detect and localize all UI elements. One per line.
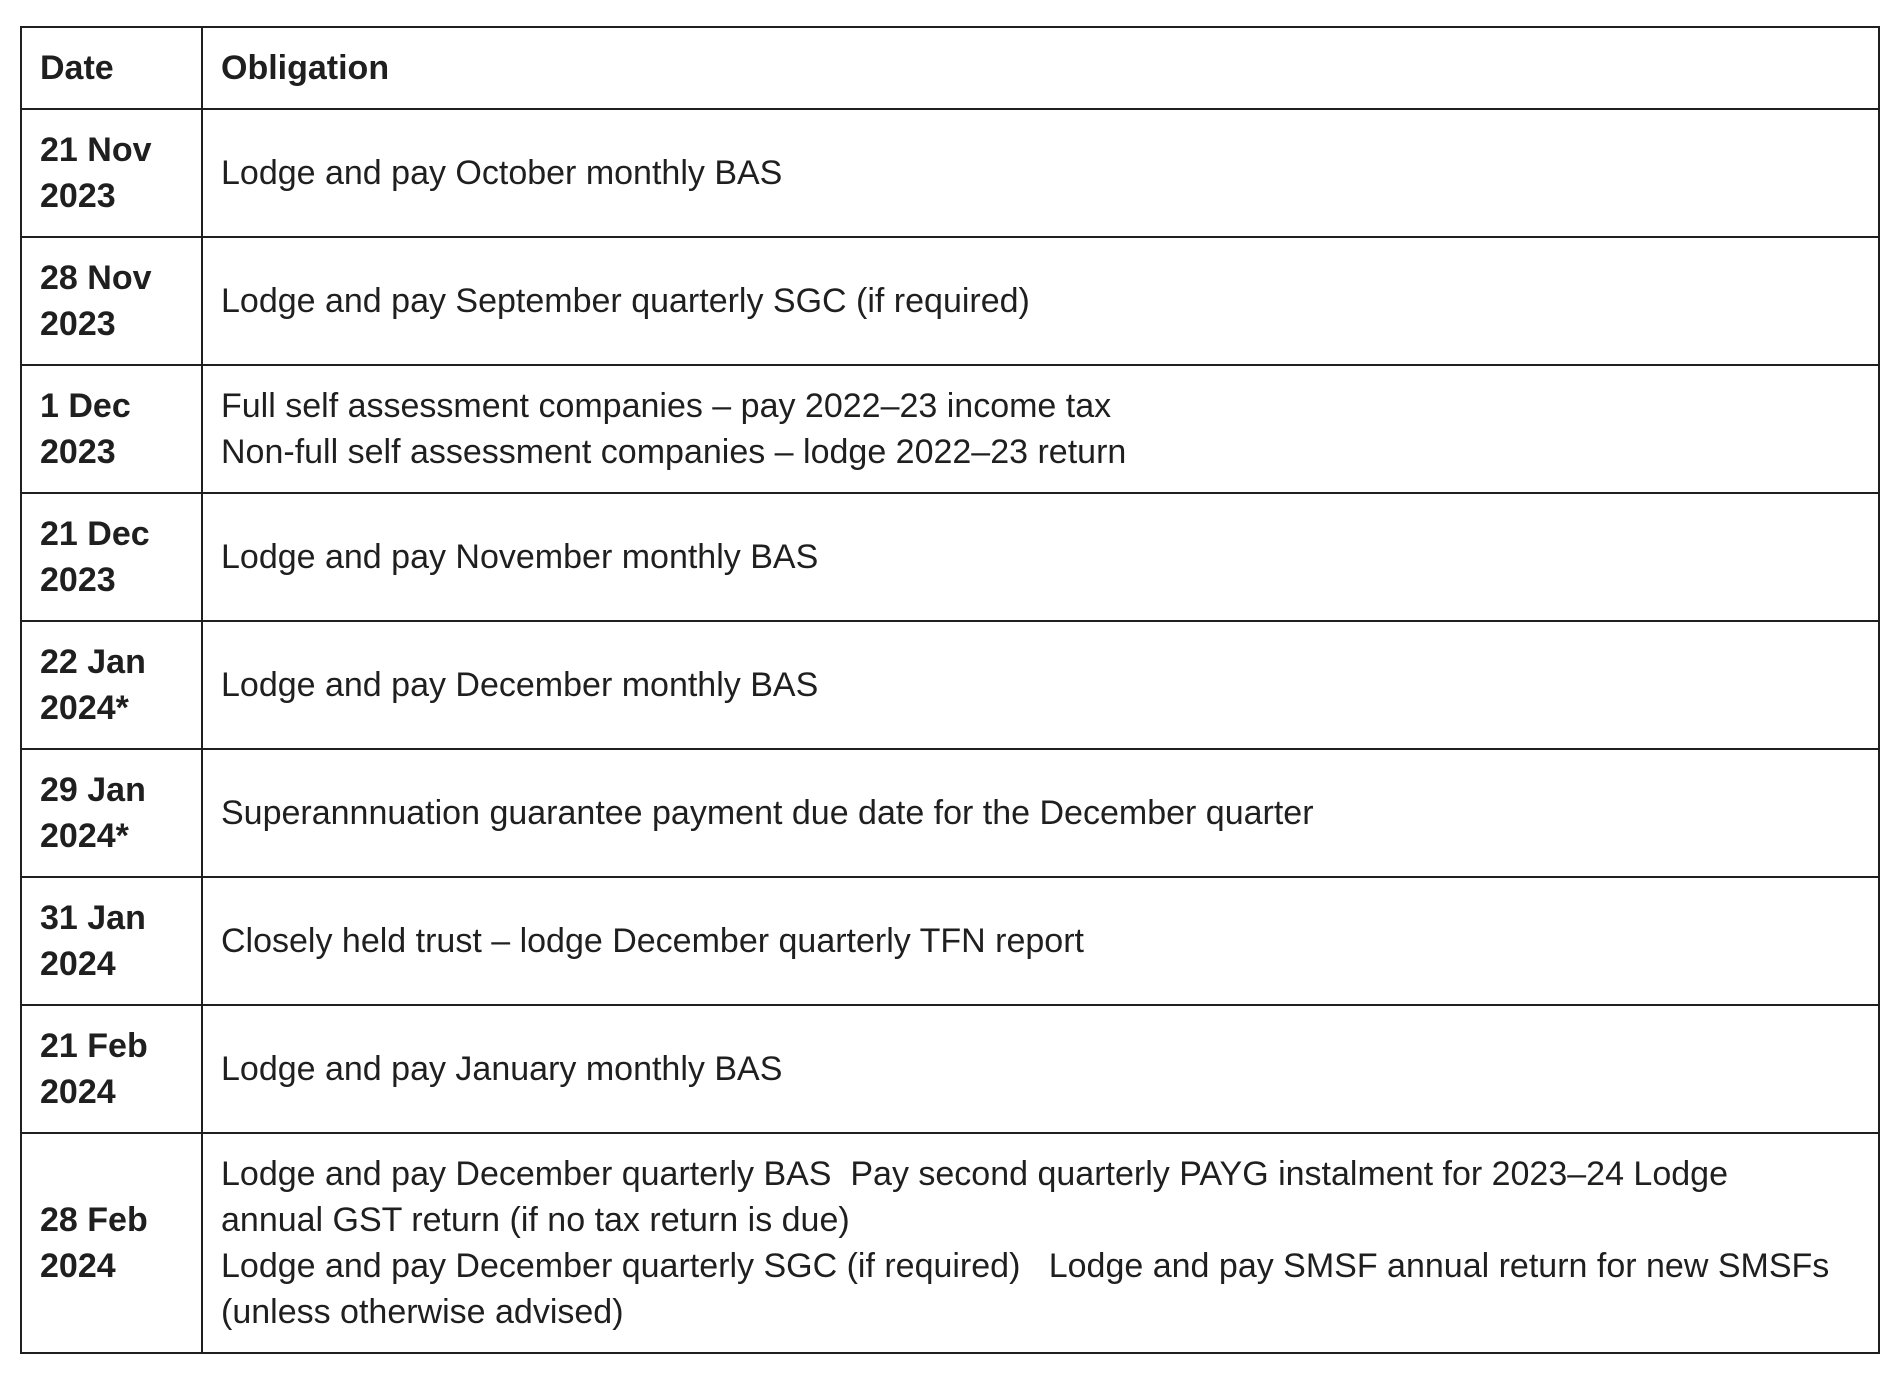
obligation-cell [202,621,1879,749]
obligation-text: Lodge and pay December quarterly SGC (if required) Lodge and pay SMSF annual return for new SMSFs (unless otherwise advised) [221,1247,1839,1331]
obligation-column-header: Obligation [202,27,1879,109]
date-cell [21,1133,202,1353]
obligation-text: Lodge and pay November monthly BAS [221,538,819,576]
obligation-text: Lodge and pay December quarterly BAS Pay second quarterly PAYG instalment for 2023–24 Lodge annual GST return (if no tax return is due) [221,1155,1738,1239]
obligation-text: Lodge and pay September quarterly SGC (if required) [221,282,1030,320]
obligations-table [20,26,1880,1354]
date-cell [21,365,202,493]
obligation-text: Lodge and pay October monthly BAS [221,154,783,192]
date-year: 2023 [40,305,116,343]
table-row [21,493,1879,621]
obligation-cell [202,109,1879,237]
obligation-cell [202,365,1879,493]
table-row [21,877,1879,1005]
table-row [21,365,1879,493]
table-row [21,1133,1879,1353]
table-row [21,1005,1879,1133]
date-year: 2023 [40,177,116,215]
date-year: 2023 [40,433,116,471]
obligation-text: Full self assessment companies – pay 2022–23 income tax [221,387,1112,425]
date-day: 21 Nov [40,131,152,169]
date-day: 31 Jan [40,899,146,937]
date-day: 28 Nov [40,259,152,297]
date-day: 1 Dec [40,387,131,425]
date-day: 28 Feb [40,1201,148,1239]
date-year: 2024* [40,817,129,855]
date-day: 22 Jan [40,643,146,681]
table-row [21,237,1879,365]
table-header-row [21,27,1879,109]
date-year: 2024 [40,1073,116,1111]
obligation-cell [202,877,1879,1005]
date-cell [21,109,202,237]
obligation-cell [202,1133,1879,1353]
date-cell [21,877,202,1005]
date-year: 2024 [40,945,116,983]
date-cell [21,1005,202,1133]
obligation-text: Superannnuation guarantee payment due date for the December quarter [221,794,1314,832]
obligations-table-wrapper [20,26,1878,1354]
obligation-text: Non-full self assessment companies – lodge 2022–23 return [221,433,1127,471]
date-day: 21 Feb [40,1027,148,1065]
obligation-cell [202,1005,1879,1133]
obligation-text: Lodge and pay January monthly BAS [221,1050,783,1088]
obligation-cell [202,749,1879,877]
date-cell [21,621,202,749]
date-cell [21,749,202,877]
date-year: 2024 [40,1247,116,1285]
date-cell [21,493,202,621]
date-column-header: Date [21,27,202,109]
table-row [21,621,1879,749]
obligation-text: Closely held trust – lodge December quarterly TFN report [221,922,1084,960]
obligation-text: Lodge and pay December monthly BAS [221,666,819,704]
obligation-cell [202,237,1879,365]
date-day: 21 Dec [40,515,150,553]
date-cell [21,237,202,365]
table-row [21,749,1879,877]
date-year: 2024* [40,689,129,727]
table-row [21,109,1879,237]
date-day: 29 Jan [40,771,146,809]
date-year: 2023 [40,561,116,599]
obligation-cell [202,493,1879,621]
